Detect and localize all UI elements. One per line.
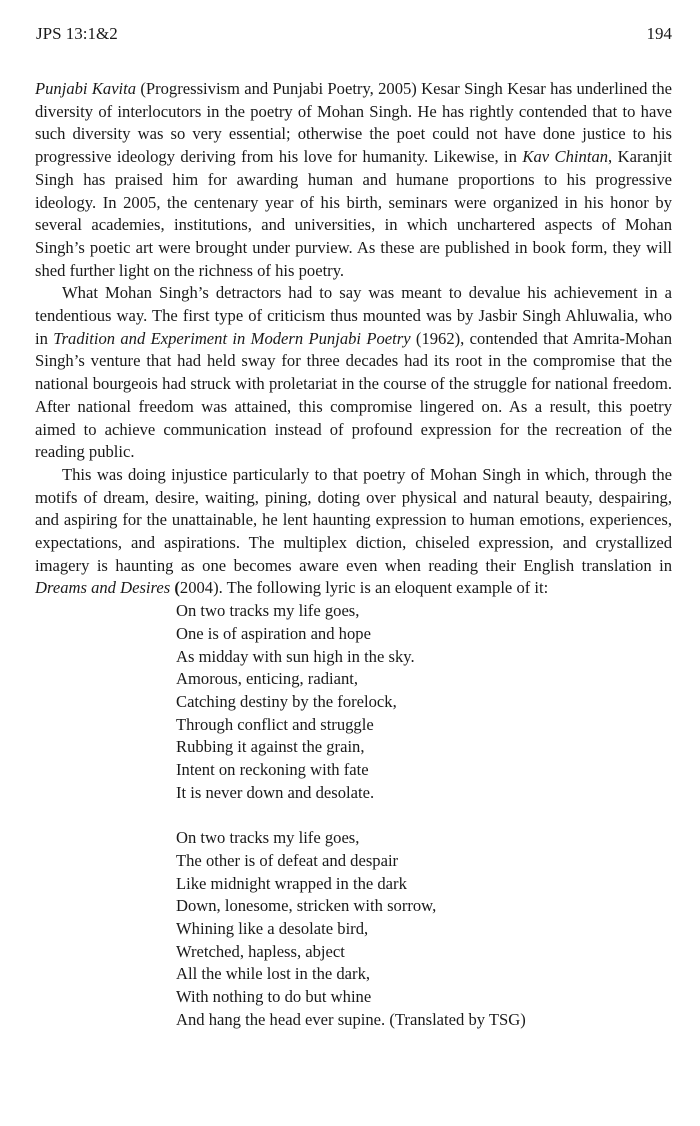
poem-line: On two tracks my life goes,: [176, 601, 360, 621]
book-title-dreams-and-desires: Dreams and Desires: [35, 578, 171, 598]
paragraph-1-text-b: , Karanjit Singh has praised him for awarding human and humane proportions to his progressive ideology. In 2005, the centenary year of his birth, seminars were organized in his honor by several academies, institutions, and universities, in which unchartered aspects of Mohan Singh’s poetic art were brought under purview. As these are published in book form, they will shed further light on the richness of his poetry.: [35, 147, 672, 280]
poem-line: Rubbing it against the grain,: [176, 737, 365, 757]
paragraph-3-year: 2004: [179, 578, 214, 598]
paragraph-3-paren: (: [170, 578, 180, 598]
book-title-tradition-and-experiment: Tradition and Experiment in Modern Punjabi Poetry: [53, 328, 411, 348]
paragraph-2: [35, 282, 672, 464]
running-head: [36, 22, 672, 46]
poem-line: Amorous, enticing, radiant,: [176, 669, 359, 689]
paragraph-3-text-a: This was doing injustice particularly to that poetry of Mohan Singh in which, through the motifs of dream, desire, waiting, pining, doting over physical and natural beauty, despairing, and aspiring for the unattainable, he lent haunting expression to human emotions, experiences, expectations, and aspirations. The multiplex diction, chiseled expression, and crystallized imagery is haunting as one becomes aware even when reading their English translation in: [35, 464, 672, 575]
poem-line: Intent on reckoning with fate: [176, 760, 369, 780]
poem: [176, 600, 672, 1031]
poem-line: Down, lonesome, stricken with sorrow,: [176, 896, 437, 916]
poem-line: Catching destiny by the forelock,: [176, 691, 397, 711]
poem-stanza-2: [176, 827, 672, 1031]
paragraph-3: [35, 464, 672, 600]
article-body: [35, 78, 672, 1032]
book-title-kav-chintan: Kav Chintan: [522, 147, 609, 167]
poem-line: It is never down and desolate.: [176, 782, 375, 802]
page-number: 194: [646, 24, 672, 43]
poem-line: As midday with sun high in the sky.: [176, 646, 415, 666]
poem-line: On two tracks my life goes,: [176, 828, 360, 848]
poem-line: Whining like a desolate bird,: [176, 919, 369, 938]
poem-line: With nothing to do but whine: [176, 987, 372, 1007]
poem-line: Like midnight wrapped in the dark: [176, 873, 407, 893]
book-title-punjabi-kavita: Punjabi Kavita: [35, 79, 137, 98]
poem-line: Through conflict and struggle: [176, 714, 374, 734]
poem-stanza-1: [176, 600, 672, 804]
paragraph-1: [35, 78, 672, 282]
journal-label: JPS 13:1&2: [36, 24, 118, 43]
poem-line: Wretched, hapless, abject: [176, 941, 345, 961]
poem-line: The other is of defeat and despair: [176, 850, 399, 870]
poem-line: All the while lost in the dark,: [176, 964, 371, 984]
paragraph-1-text-a: (Progressivism and Punjabi Poetry, 2005) Kesar Singh Kesar has underlined the diversity of interlocutors in the poetry of Mohan Singh. He has rightly contended that to have such diversity was so very essential; otherwise the poet could not have done justice to his progressive ideology deriving from his love for humanity. Likewise, in: [35, 79, 672, 167]
paragraph-2-text-a: What Mohan Singh’s detractors had to say was meant to devalue his achievement in a tendentious way. The first type of criticism thus mounted was by Jasbir Singh Ahluwalia, who in: [35, 283, 672, 348]
poem-line: And hang the head ever supine. (Translated by TSG): [176, 1009, 526, 1029]
paragraph-2-text-b: (1962), contended that Amrita-Mohan Singh’s venture that had held sway for three decades had its root in the compromise that the national bourgeois had struck with proletariat in the course of the struggle for national freedom. After national freedom was attained, this compromise lingered on. As a result, this poetry aimed to achieve communication instead of profound expression for the recreation of the reading public.: [35, 328, 673, 462]
paragraph-3-text-b: ). The following lyric is an eloquent example of it:: [213, 578, 549, 598]
poem-line: One is of aspiration and hope: [176, 623, 371, 643]
